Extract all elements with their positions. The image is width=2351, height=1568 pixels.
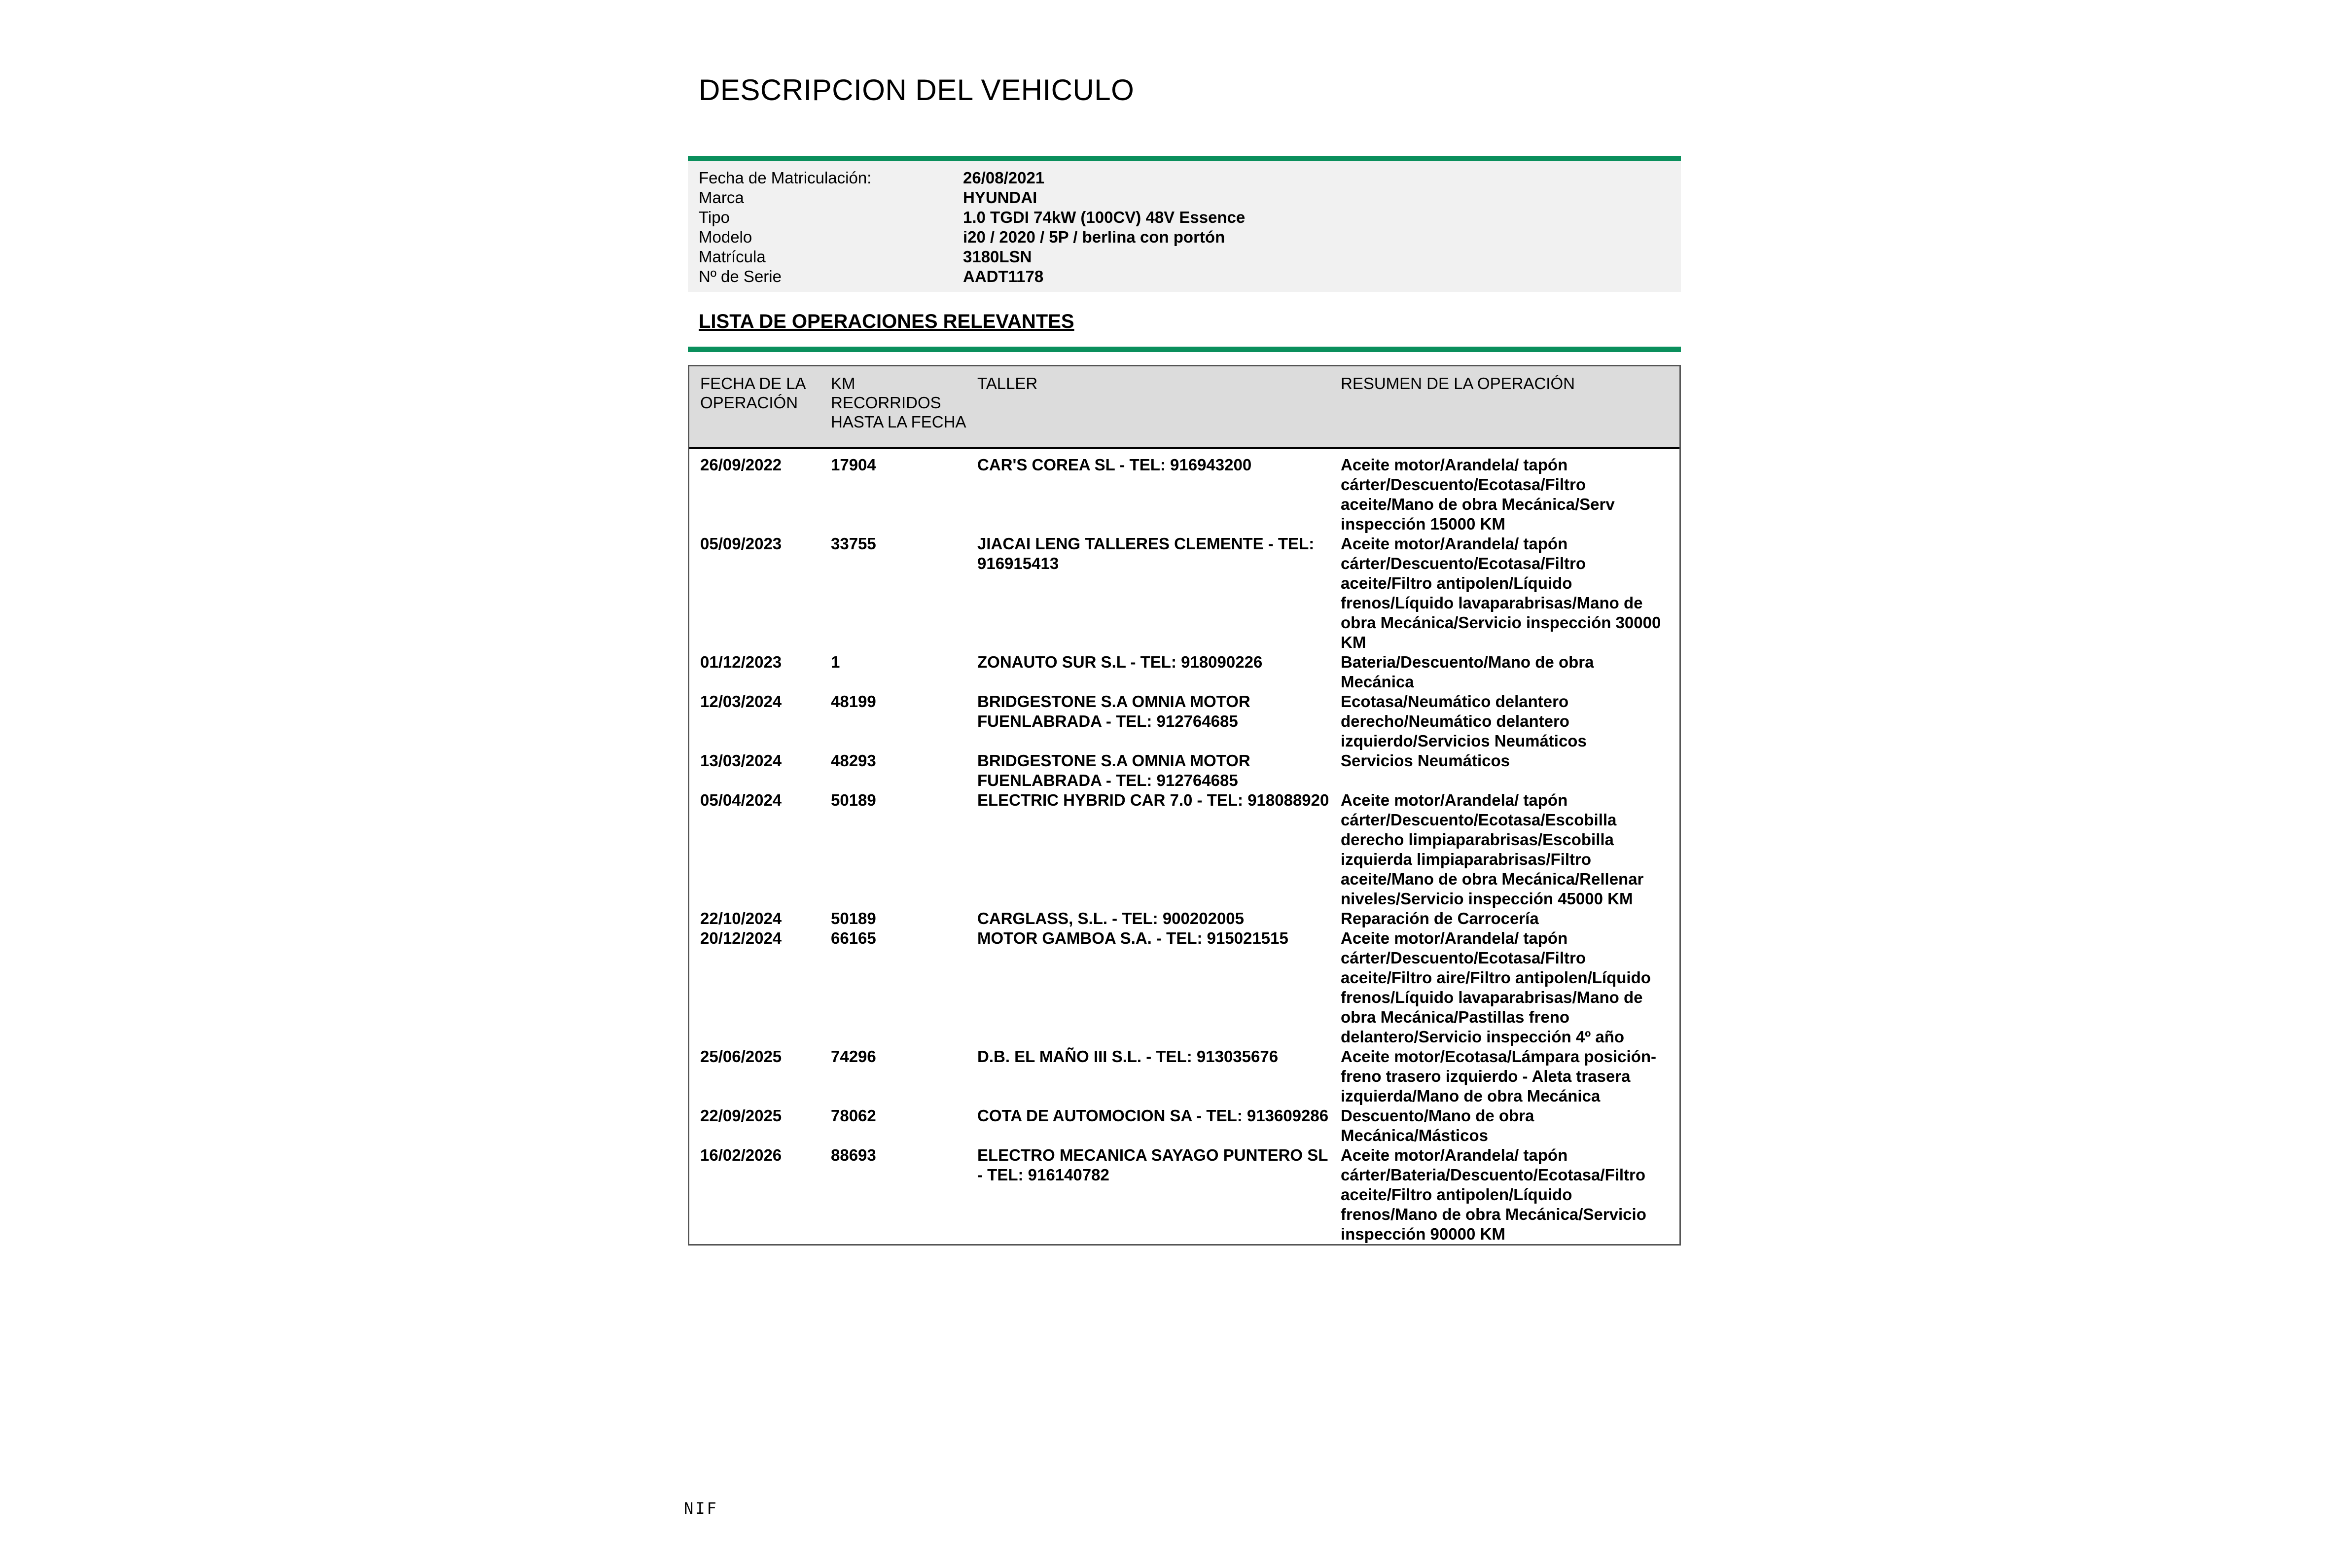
info-row-type [688,208,1681,227]
cell-km: 50189 [831,791,876,809]
table-row [689,928,1679,1047]
cell-km: 17904 [831,456,876,474]
operations-table [688,365,1681,1246]
info-label: Matrícula [699,248,766,266]
cell-date: 05/09/2023 [700,535,782,553]
table-row [689,692,1679,751]
info-value: i20 / 2020 / 5P / berlina con portón [963,228,1225,246]
cell-workshop: D.B. EL MAÑO III S.L. - TEL: 913035676 [977,1047,1279,1066]
cell-workshop: BRIDGESTONE S.A OMNIA MOTOR FUENLABRADA - TEL: 912764685 [977,692,1250,730]
cell-summary: Servicios Neumáticos [1341,751,1510,770]
cell-km: 1 [831,653,840,671]
info-label: Nº de Serie [699,267,782,285]
cell-summary: Aceite motor/Arandela/ tapón cárter/Descuento/Ecotasa/Filtro aceite/Mano de obra Mecánica/Serv inspección 15000 KM [1341,456,1615,533]
cell-workshop: BRIDGESTONE S.A OMNIA MOTOR FUENLABRADA - TEL: 912764685 [977,751,1250,789]
cell-summary: Aceite motor/Arandela/ tapón cárter/Bateria/Descuento/Ecotasa/Filtro aceite/Filtro antipolen/Líquido frenos/Mano de obra Mecánica/Servicio inspección 90000 KM [1341,1146,1646,1243]
cell-summary: Aceite motor/Arandela/ tapón cárter/Descuento/Ecotasa/Filtro aceite/Filtro antipolen/Líquido frenos/Líquido lavaparabrisas/Mano de obra Mecánica/Servicio inspección 30000 KM [1341,535,1661,651]
info-label: Modelo [699,228,752,246]
cell-km: 50189 [831,909,876,927]
table-row [689,1047,1679,1106]
page-title: DESCRIPCION DEL VEHICULO [699,73,1135,107]
info-label: Fecha de Matriculación: [699,169,872,187]
cell-workshop: CAR'S COREA SL - TEL: 916943200 [977,456,1252,474]
cell-km: 88693 [831,1146,876,1164]
info-row-serial [688,267,1681,286]
operations-title: LISTA DE OPERACIONES RELEVANTES [699,311,1074,332]
cell-date: 01/12/2023 [700,653,782,671]
cell-workshop: ELECTRIC HYBRID CAR 7.0 - TEL: 918088920 [977,791,1329,809]
cell-date: 05/04/2024 [700,791,782,809]
table-row [689,1145,1679,1244]
cell-workshop: ZONAUTO SUR S.L - TEL: 918090226 [977,653,1263,671]
info-value: HYUNDAI [963,188,1037,207]
cell-km: 74296 [831,1047,876,1066]
operations-table-body [689,449,1679,1244]
cell-summary: Reparación de Carrocería [1341,909,1539,927]
cell-workshop: ELECTRO MECANICA SAYAGO PUNTERO SL - TEL: 916140782 [977,1146,1328,1184]
cell-date: 22/10/2024 [700,909,782,927]
info-value: 1.0 TGDI 74kW (100CV) 48V Essence [963,208,1246,226]
operations-divider [688,347,1681,352]
info-label: Tipo [699,208,730,226]
info-row-registration-date [688,168,1681,188]
cell-km: 48293 [831,751,876,770]
cell-date: 20/12/2024 [700,929,782,947]
vehicle-info-box [688,161,1681,292]
cell-km: 78062 [831,1106,876,1125]
table-row [689,909,1679,928]
header-date: FECHA DE LA OPERACIÓN [700,374,805,412]
cell-summary: Descuento/Mano de obra Mecánica/Másticos [1341,1106,1534,1144]
cell-summary: Bateria/Descuento/Mano de obra Mecánica [1341,653,1594,691]
table-row [689,652,1679,692]
cell-summary: Aceite motor/Arandela/ tapón cárter/Descuento/Ecotasa/Escobilla derecho limpiaparabrisas/Escobilla izquierda limpiaparabrisas/Filtro aceite/Mano de obra Mecánica/Rellenar niveles/Servicio inspección 45000 KM [1341,791,1644,908]
cell-summary: Aceite motor/Arandela/ tapón cárter/Descuento/Ecotasa/Filtro aceite/Filtro aire/Filtro antipolen/Líquido frenos/Líquido lavaparabrisas/Mano de obra Mecánica/Pastillas freno delantero/Servicio inspección 4º año [1341,929,1651,1046]
cell-summary: Aceite motor/Ecotasa/Lámpara posición-freno trasero izquierdo - Aleta trasera izquierda/Mano de obra Mecánica [1341,1047,1657,1105]
info-value: AADT1178 [963,267,1044,285]
cell-date: 22/09/2025 [700,1106,782,1125]
cell-date: 25/06/2025 [700,1047,782,1066]
header-workshop: TALLER [977,374,1038,392]
cell-date: 13/03/2024 [700,751,782,770]
header-km: KM RECORRIDOS HASTA LA FECHA [831,374,966,431]
info-label: Marca [699,188,744,207]
table-row [689,1106,1679,1145]
cell-workshop: JIACAI LENG TALLERES CLEMENTE - TEL: 916915413 [977,535,1315,572]
table-row [689,751,1679,790]
cell-workshop: COTA DE AUTOMOCION SA - TEL: 913609286 [977,1106,1329,1125]
info-row-plate [688,247,1681,267]
info-value: 26/08/2021 [963,169,1045,187]
cell-km: 66165 [831,929,876,947]
cell-date: 12/03/2024 [700,692,782,711]
info-value: 3180LSN [963,248,1032,266]
header-summary: RESUMEN DE LA OPERACIÓN [1341,374,1575,392]
cell-workshop: MOTOR GAMBOA S.A. - TEL: 915021515 [977,929,1288,947]
cell-km: 33755 [831,535,876,553]
cell-date: 16/02/2026 [700,1146,782,1164]
info-row-model [688,227,1681,247]
table-row [689,790,1679,909]
top-divider [688,156,1681,161]
cell-km: 48199 [831,692,876,711]
cell-workshop: CARGLASS, S.L. - TEL: 900202005 [977,909,1245,927]
info-row-brand [688,188,1681,208]
footer-nif: NIF [684,1499,718,1518]
operations-table-header [689,366,1679,449]
table-row [689,455,1679,534]
cell-date: 26/09/2022 [700,456,782,474]
table-row [689,534,1679,652]
cell-summary: Ecotasa/Neumático delantero derecho/Neumático delantero izquierdo/Servicios Neumáticos [1341,692,1587,750]
